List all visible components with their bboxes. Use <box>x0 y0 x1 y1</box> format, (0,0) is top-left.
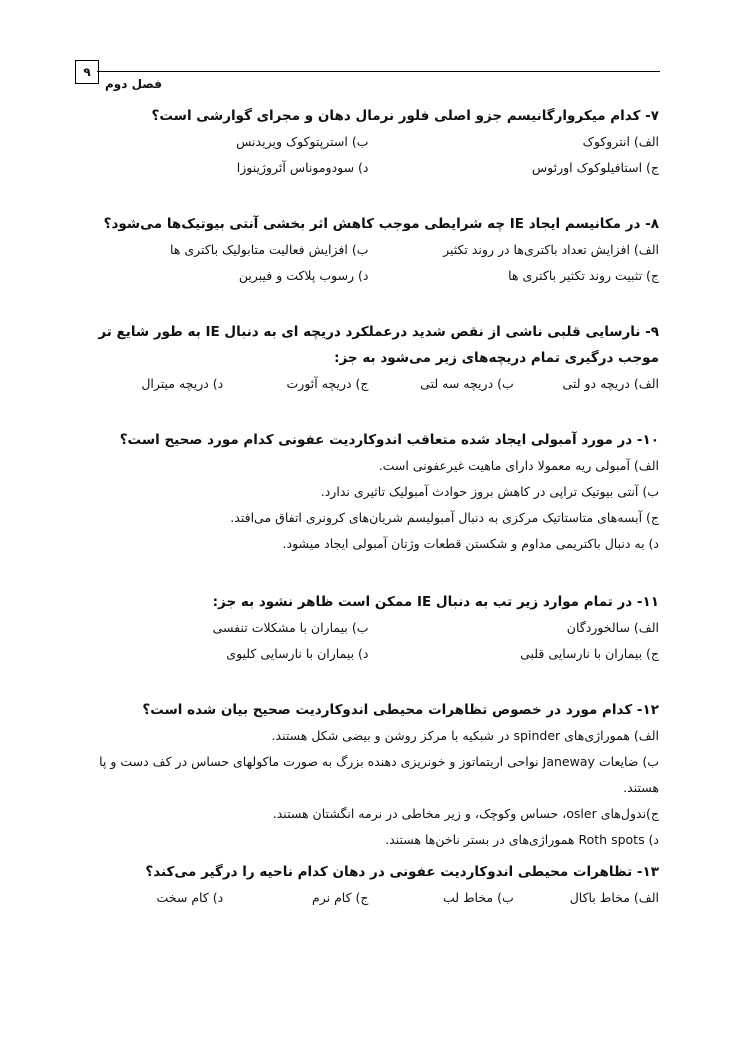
option-a: الف) سالخوردگان <box>566 620 659 635</box>
question-title: ۷- کدام میکروارگانیسم جزو اصلی فلور نرمال دهان و مجرای گوارشی است؟ <box>151 108 659 124</box>
question-11 <box>78 589 659 667</box>
options-row <box>78 885 659 911</box>
option-d: د) سودوموناس آئروژینوزا <box>236 160 369 175</box>
option-d: د) به دنبال باکتریمی مداوم و شکستن قطعات وژتان آمبولی ایجاد میشود. <box>282 536 659 551</box>
option-b: ب) مخاط لب <box>442 890 514 905</box>
question-title: ۱۲- کدام مورد در خصوص تظاهرات محیطی اندوکاردیت صحیح بیان شده است؟ <box>142 702 659 718</box>
option-a: الف) آمبولی ریه معمولا دارای ماهیت غیرعفونی است. <box>378 458 659 473</box>
options-row <box>78 371 659 397</box>
question-10 <box>78 427 659 557</box>
options-grid <box>78 129 659 181</box>
option-d: د) Roth spots همورا‌ژی‌های در بستر ناخن‌ها هستند. <box>385 832 659 847</box>
option-b: ب) دریچه سه لتی <box>420 376 514 391</box>
question-7 <box>78 103 659 181</box>
option-c: ج) استافیلوکوک اورئوس <box>531 160 659 175</box>
option-b: ب) آنتی بیوتیک تراپی در کاهش بروز حوادث آمبولیک تاثیری ندارد. <box>320 484 659 499</box>
option-d: د) دریچه میترال <box>141 376 224 391</box>
question-title: ۹- نارسایی قلبی ناشی از نقص شدید درعملکرد دریچه ای به دنبال IE به طور شایع تر موجب درگیری تمام دریچه‌های زیر می‌شود به جز: <box>98 324 659 366</box>
option-c: ج) آبسه‌های متاستاتیک مرکزی به دنبال آمبولیسم شریان‌های کرونری اتفاق می‌افتد. <box>230 510 659 525</box>
option-c: ج)ندول‌های osler، حساس وکوچک، و زیر مخاطی در نرمه انگشتان هستند. <box>272 806 659 821</box>
question-12 <box>70 697 659 853</box>
option-c: ج) تثبیت روند تکثیر باکتری ها <box>508 268 659 283</box>
option-a: الف) مخاط باکال <box>569 890 659 905</box>
question-title: ۱۱- در تمام موارد زیر تب به دنبال IE ممکن است ظاهر نشود به جز: <box>212 594 659 610</box>
header-rule <box>97 71 660 72</box>
option-c: ج) کام نرم <box>311 890 369 905</box>
question-title: ۱۳- تظاهرات محیطی اندوکاردیت عفونی در دهان کدام ناحیه را درگیر می‌کند؟ <box>145 864 659 880</box>
option-a: الف) افزایش تعداد باکتری‌ها در روند تکثیر <box>443 242 659 257</box>
option-d: د) رسوب پلاکت و فیبرین <box>238 268 369 283</box>
option-d: د) بیماران با نارسایی کلیوی <box>226 646 369 661</box>
option-b: ب) استرپتوکوک ویریدنس <box>236 134 369 149</box>
question-9 <box>78 319 659 397</box>
question-8 <box>78 211 659 289</box>
options-grid <box>78 615 659 667</box>
option-a: الف) دریچه دو لتی <box>562 376 659 391</box>
question-13 <box>78 859 659 911</box>
option-a: الف) همورا‌ژی‌های spinder در شبکیه با مرکز روشن و بیضی شکل هستند. <box>271 728 659 743</box>
chapter-title: فصل دوم <box>105 77 162 91</box>
option-a: الف) انتروکوک <box>582 134 659 149</box>
question-title: ۱۰- در مورد آمبولی ایجاد شده متعاقب اندوکاردیت عفونی کدام مورد صحیح است؟ <box>119 432 659 448</box>
option-b: ب) ضایعات Janeway نواحی اریتماتوز و خونریزی دهنده بزرگ به صورت ماکولهای حساس در کف دست و پا هستند. <box>99 754 659 795</box>
option-b: ب) افزایش فعالیت متابولیک باکتری ها <box>170 242 369 257</box>
option-b: ب) بیماران با مشکلات تنفسی <box>212 620 369 635</box>
page-number-box: ۹ <box>75 60 99 84</box>
option-d: د) کام سخت <box>156 890 224 905</box>
options-grid <box>78 237 659 289</box>
option-c: ج) بیماران با نارسایی قلبی <box>520 646 659 661</box>
question-title: ۸- در مکانیسم ایجاد IE چه شرایطی موجب کاهش اثر بخشی آنتی بیوتیک‌ها می‌شود؟ <box>103 216 659 232</box>
option-c: ج) دریچه آئورت <box>286 376 369 391</box>
